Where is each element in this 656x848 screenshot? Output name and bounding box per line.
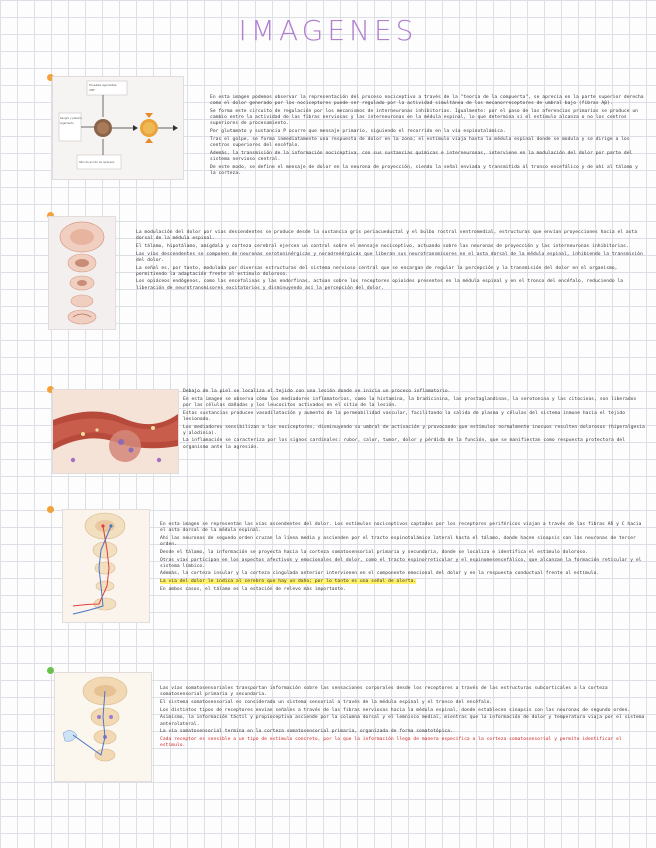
paragraph: Otras vías participan en los aspectos afectivos y emocionales del dolor, como el tracto espinorreticular y el espinomesencefálico, que alcanzan la formación reticular y el sistema límbico. — [160, 557, 642, 569]
figure-label: Sangre y plasma — [60, 117, 82, 120]
paragraph: Tras el golpe, se forma inmediatamente una respuesta de dolor en la zona; el estímulo viaja hasta la médula espinal donde se modula y se dirige a los centros superiores del encéfalo. — [210, 136, 630, 148]
somatosensory-figure — [54, 672, 152, 782]
paragraph: Estas sustancias producen vasodilatación y aumento de la permeabilidad vascular, facilitando la salida de plasma y células del sistema inmune hacia el tejido lesionado. — [183, 410, 626, 422]
paragraph: El sistema somatosensorial es considerado un sistema sensorial a través de la médula espinal y el tronco del encéfalo. — [160, 699, 493, 705]
red-note: Cada receptor es sensible a un tipo de estímulo concreto, por lo que la información llega de manera específica a la corteza somatosensorial y permite identificar el estímulo. — [160, 736, 622, 749]
paragraph: Por glutamato y sustancia P ocurre que mensaje primario, siguiendo el recorrido en la vía espinotalámica. — [210, 129, 506, 135]
section-text — [160, 522, 646, 595]
section-text — [210, 95, 646, 178]
figure-label: Sitio de acción de opiáceos — [79, 161, 115, 164]
paragraph: El tálamo, hipotálamo, amígdala y corteza cerebral ejercen un control sobre el mensaje nociceptivo, actuando sobre las neuronas de proyección y las interneuronas inhibitorias. — [136, 243, 629, 249]
figure-label: CRF — [89, 88, 95, 92]
paragraph: Se forma este circuito de regulación por los mecanismos de interneuronas inhibitorias. Igualmente: por el paso de las aferencias primarias se produce un cambio entre la actividad de las fibras nerviosas y las interneuronas en la médula espinal, lo que determina si el estímulo alcanza o no los centros superiores de procesamiento. — [210, 108, 638, 127]
paragraph: La vía somatosensorial termina en la corteza somatosensorial primaria, organizada de forma somatotópica. — [160, 729, 453, 735]
paragraph: Los mediadores sensibilizan a los nociceptores, disminuyendo su umbral de activación y provocando que estímulos normalmente inocuos resulten dolorosos (hiperalgesia y alodinia). — [183, 424, 645, 436]
paragraph: La modulación del dolor por vías descendentes se produce desde la sustancia gris periacueductal y el bulbo rostral ventromedial, estructuras que envían proyecciones hacia el asta dorsal de la médula espinal. — [136, 230, 638, 242]
paragraph: De este modo, se define el mensaje de dolor en la neurona de proyección, siendo la señal enviada y transmitida al tronco encefálico y de ahí al tálamo y la corteza. — [210, 164, 638, 176]
paragraph: Ahí las neuronas de segundo orden cruzan la línea media y ascienden por el tracto espinotalámico lateral hasta el tálamo, donde hacen sinapsis con las neuronas de tercer orden. — [160, 535, 636, 548]
brain-slices-figure — [48, 216, 116, 330]
paragraph: Las vías somatosensoriales transportan información sobre las sensaciones corporales desde los receptores a través de las estructuras subcorticales a la corteza somatosensorial primaria y secundaria. — [160, 686, 608, 698]
paragraph: La señal es, por tanto, modulada por diversas estructuras del sistema nervioso central que se encargan de regular la percepción y la transmisión del dolor en el organismo, permitiendo la adaptación frente al estímulo doloroso. — [136, 265, 618, 277]
inflammation-figure — [52, 389, 179, 474]
ascending-pathway-figure — [62, 509, 150, 623]
highlighted-text: La vía del dolor le indica al cerebro que hay un daño; por lo tanto es una señal de alerta. — [160, 579, 417, 585]
paragraph: Desde el tálamo, la información se proyecta hacia la corteza somatosensorial primaria y secundaria, donde se localiza e identifica el estímulo doloroso. — [160, 549, 588, 555]
page-title: IMAGENES — [238, 14, 418, 47]
figure-label: Pruebas agonistas — [89, 83, 117, 87]
section-text — [136, 230, 646, 293]
paragraph: Los opiáceos endógenos, como las encefalinas y las endorfinas, actúan sobre los receptores opioides presentes en la médula espinal y en el tronco del encéfalo, reduciendo la liberación de neurotransmisores excitatorios y disminuyendo así la percepción del dolor. — [136, 279, 624, 291]
paragraph: En esta imagen podemos observar la representación del proceso nociceptivo a través de la "teoría de la compuerta", se aprecia en la parte superior derecha como el dolor generado por los nociceptores puede ser regulado por la actividad simultánea de los mecanorreceptores de umbral bajo (fibras Aβ). — [210, 95, 644, 107]
section-bullet — [47, 506, 54, 513]
paragraph: En ambos casos, el tálamo es la estación de relevo más importante. — [160, 586, 346, 592]
paragraph: Debajo de la piel se localiza el tejido con una lesión donde se inicia un proceso inflamatorio. — [183, 389, 451, 394]
paragraph: Los distintos tipos de receptores envían señales a través de las fibras nerviosas hacia la médula espinal, donde establecen sinapsis con las neuronas de segundo orden. — [160, 707, 631, 713]
paragraph: Además, la transmisión de la información nociceptiva, con sus sustancias químicas e interneuronas, interviene en la modulación del dolor por parte del sistema nervioso central. — [210, 150, 633, 162]
section-text — [183, 389, 646, 452]
paragraph: La inflamación se caracteriza por los signos cardinales: rubor, calor, tumor, dolor y pérdida de la función, que se manifiestan como respuesta protectora del organismo ante la agresión. — [183, 438, 626, 450]
paragraph: Las vías descendentes se componen de neuronas serotoninérgicas y noradrenérgicas que liberan sus neurotransmisores en el asta dorsal de la médula espinal, inhibiendo la transmisión del dolor. — [136, 251, 643, 263]
section-text — [160, 686, 646, 751]
paragraph: En esta imagen se representan las vías ascendentes del dolor. Los estímulos nociceptivos captados por los receptores periféricos viajan a través de las fibras Aδ y C hacia el asta dorsal de la médula espinal. — [160, 522, 642, 534]
paragraph: Además, la corteza insular y la corteza cingulada anterior intervienen en el componente emocional del dolor y en la respuesta conductual frente al estímulo. — [160, 571, 600, 577]
section-bullet — [47, 667, 54, 674]
paragraph: En esta imagen se observa cómo los mediadores inflamatorios, como la histamina, la bradicinina, las prostaglandinas, la serotonina y las citocinas, son liberados por las células dañadas y los leucocitos activados en el sitio de la lesión. — [183, 396, 637, 408]
paragraph: Asimismo, la información táctil y propioceptiva asciende por la columna dorsal y el lemnisco medial, mientras que la información de dolor y temperatura viaja por el sistema anterolateral. — [160, 715, 645, 727]
figure-label: Lígamento — [60, 122, 74, 125]
compuerta-diagram — [52, 76, 184, 180]
